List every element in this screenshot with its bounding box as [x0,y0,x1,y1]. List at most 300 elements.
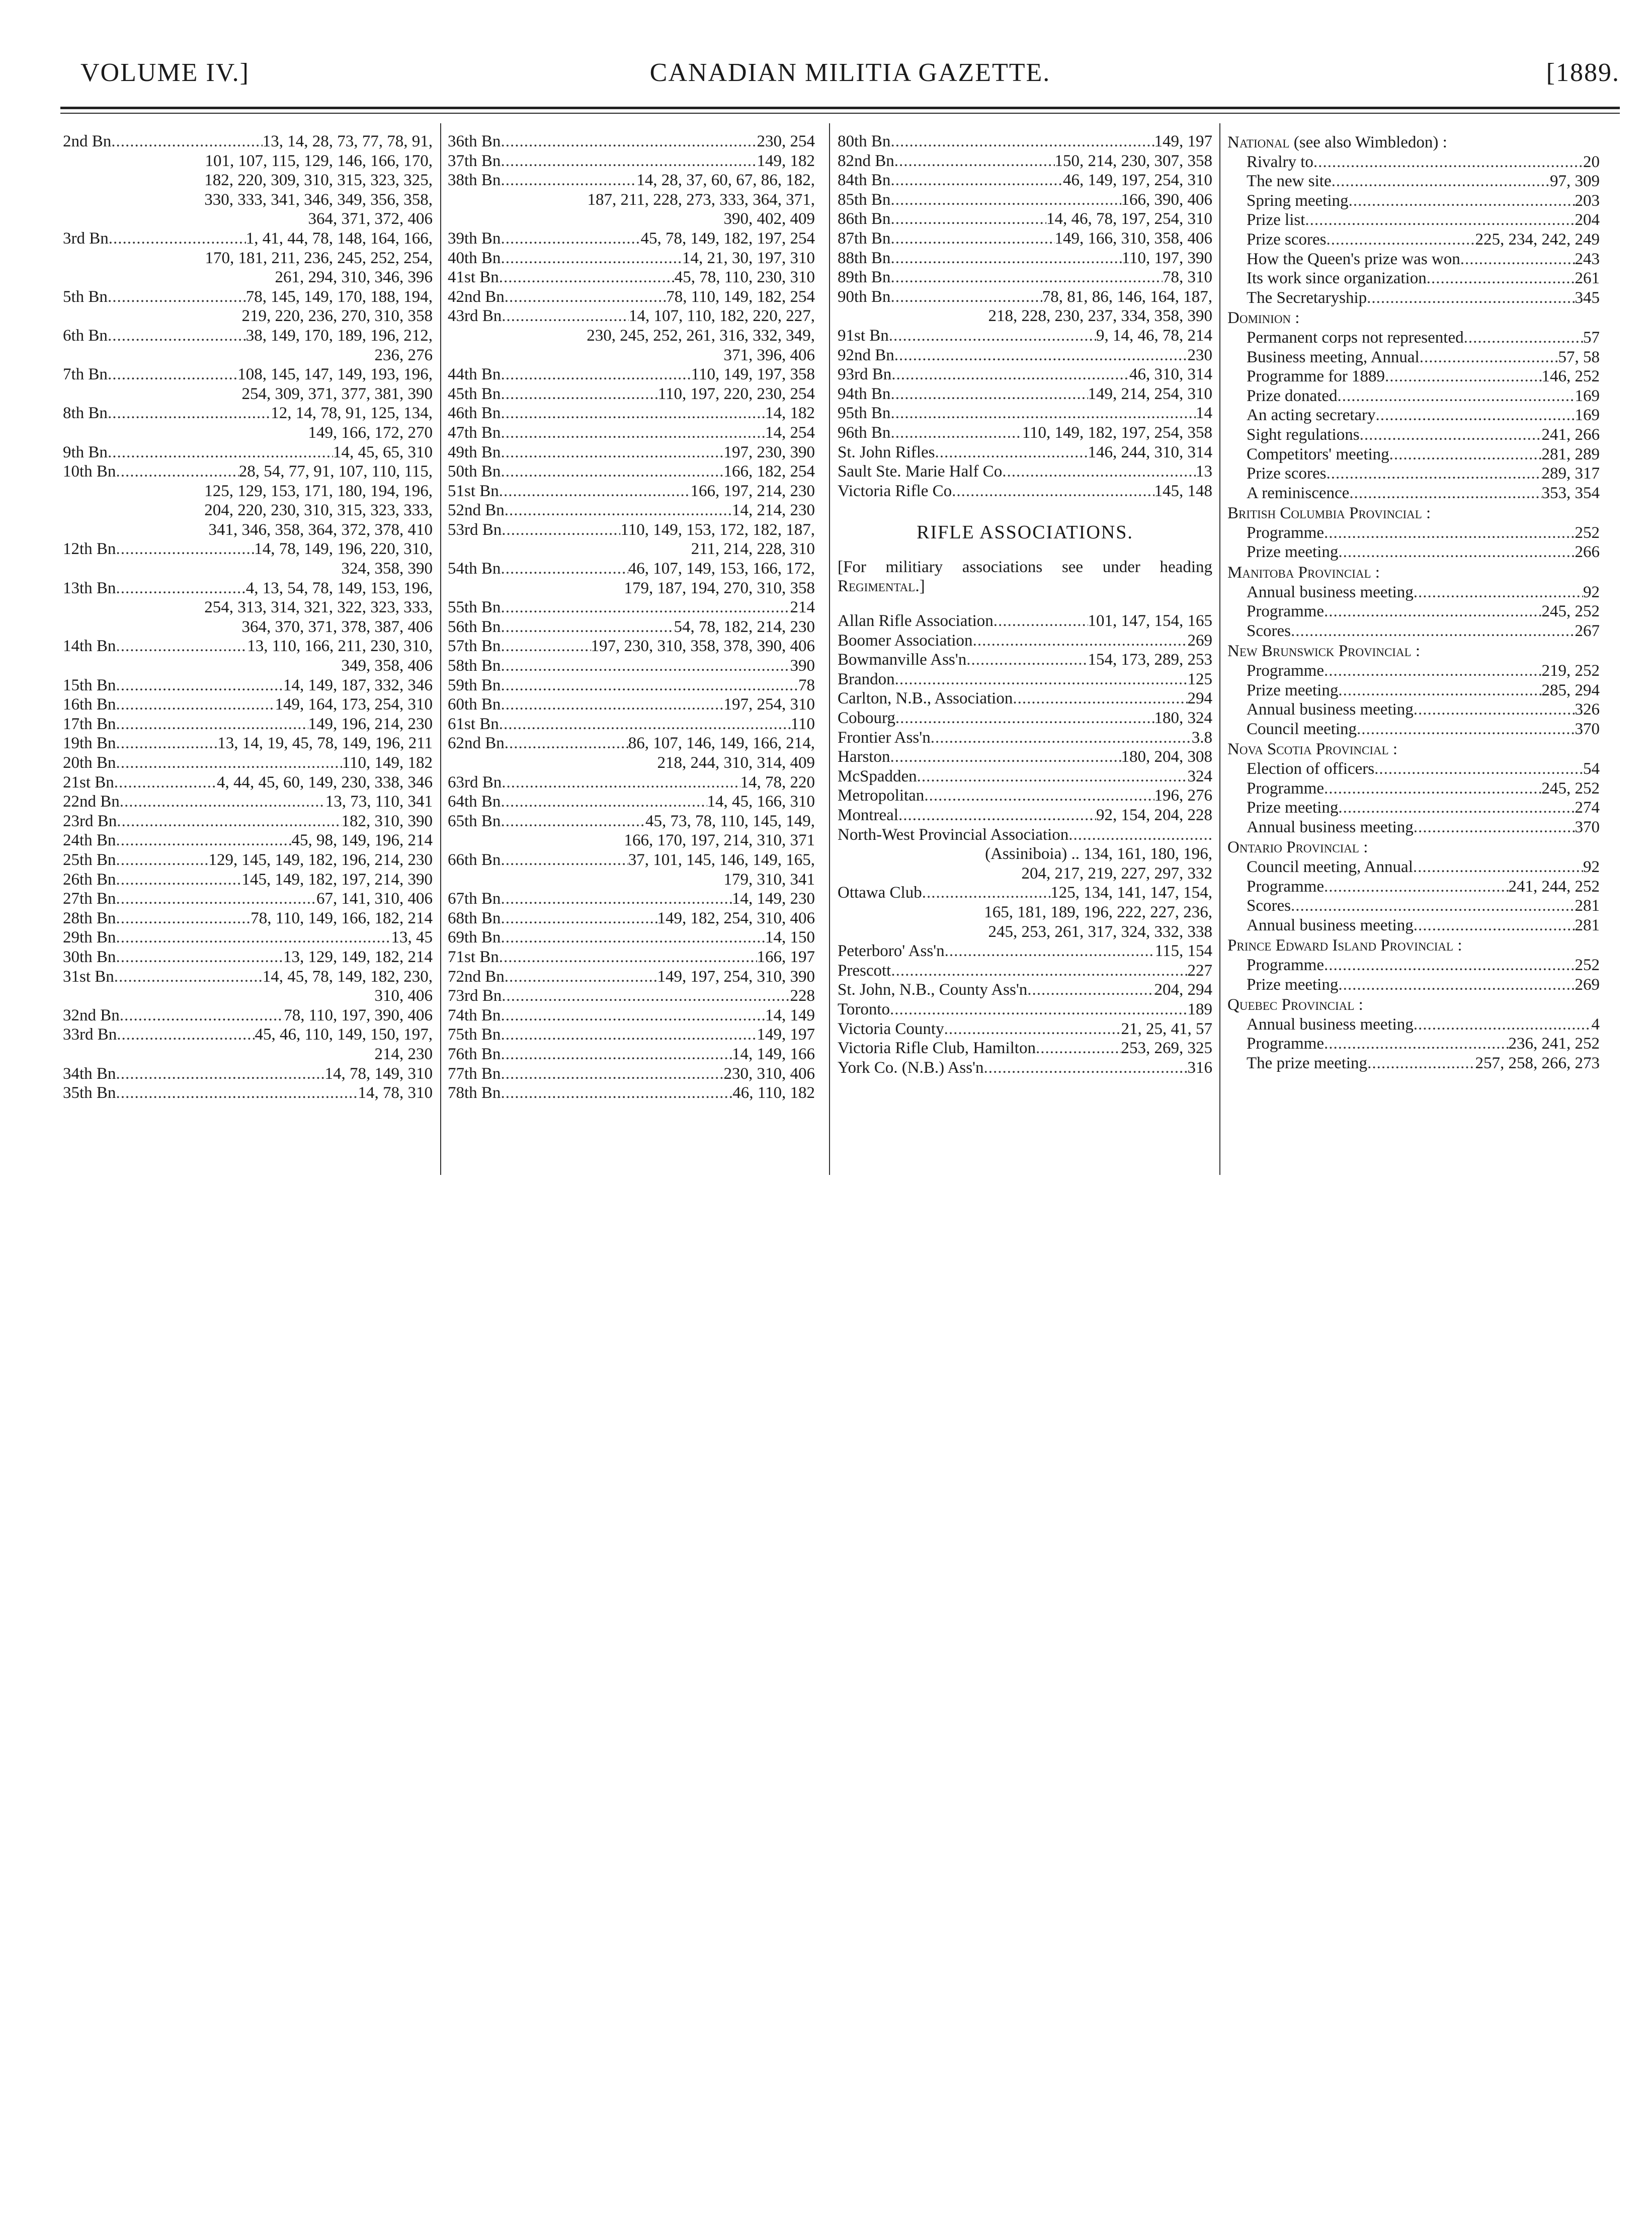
entry-pages: 57, 58 [1558,348,1600,366]
column-divider [829,123,830,1175]
entry-pages: 14, 45, 78, 149, 182, 230, [262,967,433,986]
entry-label: 12th Bn [63,540,116,559]
entry-line [448,792,815,812]
index-entry [448,443,815,462]
entry-pages: 78, 110, 149, 166, 182, 214 [251,909,433,927]
section-heading-text: Prince Edward Island Provincial : [1227,936,1462,955]
entry-label: 64th Bn [448,793,501,811]
entry-line [63,1006,433,1025]
index-entry [448,482,815,501]
entry-label: Scores [1247,621,1291,640]
entry-line [448,462,815,482]
index-entry [838,747,1212,767]
leader-dots [922,883,1051,903]
leader-dots [501,850,628,870]
leader-dots [116,1064,324,1084]
entry-line [838,384,1212,404]
entry-label: 31st Bn [63,967,114,986]
leader-dots [1338,681,1541,700]
entry-label: Brandon [838,670,895,688]
entry-line [1227,464,1600,484]
index-entry [63,539,433,578]
entry-line [1227,172,1600,191]
leader-dots [894,151,1055,171]
entry-pages: 78, 110, 149, 182, 254 [666,287,815,306]
index-entry [448,676,815,695]
index-entry [63,229,433,287]
entry-label: 46th Bn [448,404,501,423]
leader-dots [895,670,1188,689]
entry-pages: 9, 14, 46, 78, 214 [1096,326,1212,345]
entry-pages: 14, 107, 110, 182, 220, 227, [628,307,815,326]
entry-label: 65th Bn [448,812,501,830]
entry-line [838,1019,1212,1039]
entry-pages: 46, 110, 182 [732,1084,815,1102]
entry-label: Prescott [838,961,891,980]
leader-dots [890,132,1154,151]
index-entry [838,384,1212,404]
entry-line [838,365,1212,384]
entry-line [63,365,433,384]
entry-label: Programme [1247,956,1324,974]
entry-pages: 253, 269, 325 [1121,1039,1212,1058]
entry-label: Ottawa Club [838,884,922,902]
entry-label: 55th Bn [448,598,501,617]
leader-dots [1305,210,1575,230]
entry-pages: 20 [1583,152,1600,171]
entry-pages: 225, 234, 242, 249 [1475,230,1600,249]
entry-line [1227,857,1600,877]
index-entry [448,617,815,637]
entry-line [838,980,1212,1000]
entry-label: 67th Bn [448,890,501,908]
index-entry [838,631,1212,651]
entry-line [1227,230,1600,250]
entry-label: 57th Bn [448,637,501,656]
entry-pages: 146, 244, 310, 314 [1088,443,1212,461]
publication-title: CANADIAN MILITIA GAZETTE. [649,58,1051,87]
entry-line [838,151,1212,171]
leader-dots [1324,779,1542,799]
index-column-1 [63,132,433,1103]
leader-dots [890,1000,1187,1019]
entry-label: 8th Bn [63,404,108,423]
entry-pages: 274 [1575,799,1600,817]
entry-label: 36th Bn [448,132,501,150]
leader-dots [1324,602,1542,621]
entry-pages: 241, 244, 252 [1508,877,1600,896]
entry-pages: 267 [1575,621,1600,640]
entry-label: Programme [1247,602,1324,621]
entry-line [838,883,1212,903]
entry-label: 23rd Bn [63,812,117,830]
index-entry [838,883,1212,941]
entry-line [448,715,815,734]
leader-dots [108,287,246,307]
entry-pages: 78 [798,676,815,694]
leader-dots [890,287,1042,307]
entry-label: St. John Rifles [838,443,935,461]
index-entry [838,767,1212,786]
entry-line [838,326,1212,346]
entry-label: 61st Bn [448,715,499,733]
leader-dots [116,715,308,734]
leader-dots [501,928,765,947]
index-entry [448,812,815,850]
leader-dots [1414,916,1575,935]
leader-dots [1338,542,1575,562]
entry-pages: 228 [790,987,815,1005]
entry-pages: 289, 317 [1541,464,1600,483]
entry-pages: 78, 81, 86, 146, 164, 187, [1042,287,1212,306]
entry-line [448,501,815,520]
index-entry [448,1045,815,1064]
section-heading [1227,936,1600,956]
entry-label: McSpadden [838,767,917,785]
index-entry [63,695,433,715]
index-entry [448,889,815,909]
entry-label: 62nd Bn [448,734,505,753]
entry-pages: 197, 254, 310 [723,695,815,714]
entry-line [63,404,433,423]
index-entry [448,656,815,676]
entry-line [448,404,815,423]
entry-label: How the Queen's prize was won [1247,250,1460,268]
entry-line [1227,1034,1600,1054]
leader-dots [499,947,757,967]
entry-label: 33rd Bn [63,1025,117,1044]
entry-pages: 45, 73, 78, 110, 145, 149, [645,812,815,830]
index-entry [838,1039,1212,1058]
index-entry [63,1083,433,1103]
section-heading [1227,838,1600,857]
leader-dots [1414,1015,1592,1035]
entry-pages: 370 [1575,818,1600,836]
entry-pages: 54, 78, 182, 214, 230 [674,617,815,636]
leader-dots [894,346,1188,365]
index-entry [448,520,815,559]
entry-pages: 204, 294 [1154,981,1212,999]
index-entry [63,287,433,326]
entry-pages: 13, 129, 149, 182, 214 [283,947,433,966]
entry-label: 38th Bn [448,171,501,190]
index-entry [63,909,433,928]
leader-dots [116,539,254,559]
entry-label: Programme [1247,1035,1324,1053]
entry-label: 63rd Bn [448,773,502,792]
entry-label: 26th Bn [63,870,116,889]
entry-line [838,209,1212,229]
entry-line [448,306,815,326]
entry-line [448,1064,815,1084]
entry-pages: 149, 214, 254, 310 [1088,384,1212,403]
entry-line [63,831,433,850]
entry-label: Election of officers [1247,760,1375,778]
entry-label: 43rd Bn [448,307,502,326]
entry-pages: 390 [790,657,815,675]
entry-label: 86th Bn [838,210,891,228]
leader-dots [499,715,791,734]
leader-dots [898,806,1096,825]
entry-pages: 14, 78, 310 [358,1084,433,1102]
entry-pages: 14, 254 [765,423,815,442]
leader-dots [935,443,1088,462]
entry-pages: 145, 148 [1154,482,1212,500]
index-entry [448,306,815,365]
entry-label: Programme [1247,662,1324,680]
entry-label: 88th Bn [838,249,891,267]
leader-dots [1367,288,1575,308]
entry-label: Prize list [1247,211,1305,229]
leader-dots [501,792,707,812]
leader-dots [501,423,765,443]
leader-dots [116,947,283,967]
entry-pages: 316 [1187,1058,1212,1077]
leader-dots [116,753,342,773]
leader-dots [1427,269,1575,288]
entry-label: Carlton, N.B., Association [838,689,1013,708]
entry-pages: 236, 241, 252 [1508,1035,1600,1053]
entry-pages: 149, 197 [757,1025,815,1044]
entry-pages: 110, 149, 182, 197, 254, 358 [1022,423,1212,442]
entry-label: 9th Bn [63,443,108,461]
entry-label: 72nd Bn [448,967,505,986]
index-section [1227,936,1600,994]
index-entry [448,928,815,947]
entry-label: 80th Bn [838,132,891,150]
index-entry [448,171,815,229]
entry-line [1227,798,1600,818]
entry-label: Programme [1247,877,1324,896]
entry-label: 44th Bn [448,365,501,384]
entry-line [1227,210,1600,230]
entry-line [63,928,433,947]
leader-dots [501,151,757,171]
entry-label: 34th Bn [63,1064,116,1083]
entry-label: 27th Bn [63,890,116,908]
entry-line [448,249,815,268]
entry-line [448,637,815,656]
header-rule-thick [60,107,1620,109]
entry-label: 40th Bn [448,249,501,267]
entry-label: Prize meeting [1247,681,1339,699]
entry-pages: 14, 28, 37, 60, 67, 86, 182, [636,171,815,190]
leader-dots [891,961,1187,981]
entry-line [838,404,1212,423]
leader-dots [1367,1054,1475,1073]
index-entry [63,676,433,695]
leader-dots [890,190,1121,210]
section-heading [1227,995,1600,1015]
leader-dots [116,676,283,695]
leader-dots [1324,661,1542,681]
entry-pages: 14, 149, 230 [732,890,815,908]
entry-line [63,773,433,793]
entry-pages-continued: 179, 310, 341 [723,870,815,889]
entry-line [838,708,1212,728]
entry-line [63,792,433,812]
index-entry [63,753,433,773]
leader-dots [108,443,333,462]
entry-pages: 13, 73, 110, 341 [325,793,433,811]
index-entry [448,501,815,520]
entry-label: 16th Bn [63,695,116,714]
entry-label: 85th Bn [838,190,891,209]
entry-pages: 125 [1187,670,1212,688]
entry-label: 24th Bn [63,831,116,850]
index-column-2 [448,132,815,1103]
entry-label: Council meeting, Annual [1247,857,1413,876]
index-entry [838,462,1212,482]
entry-label: 84th Bn [838,171,891,190]
entry-line [448,734,815,753]
index-section [1227,308,1600,503]
entry-label: 96th Bn [838,423,891,442]
entry-line [1227,484,1600,503]
index-entry [838,229,1212,249]
entry-label: Its work since organization [1247,269,1427,288]
entry-label: Scores [1247,897,1291,915]
battalion-list-cont [838,132,1212,501]
entry-pages: 180, 204, 308 [1121,748,1212,766]
entry-line [838,462,1212,482]
entry-line [1227,1015,1600,1035]
leader-dots [1374,759,1583,779]
leader-dots [1464,328,1583,348]
leader-dots [1327,464,1542,484]
index-entry [838,1058,1212,1078]
leader-dots [501,637,591,656]
leader-dots [501,909,657,928]
leader-dots [890,209,1046,229]
entry-line [63,1083,433,1103]
leader-dots [116,462,238,482]
entry-pages: 197, 230, 390 [723,443,815,461]
entry-line [63,287,433,307]
entry-pages: 92 [1583,583,1600,601]
index-entry [838,708,1212,728]
entry-label: 30th Bn [63,947,116,966]
entry-line [1227,328,1600,348]
section-heading-text: Quebec Provincial : [1227,996,1363,1014]
entry-line [448,986,815,1006]
entry-pages-continued: 179, 187, 194, 270, 310, 358 [624,579,815,597]
leader-dots [501,404,765,423]
section-heading [1227,740,1600,759]
entry-line [63,579,433,598]
entry-pages: 45, 98, 149, 196, 214 [291,831,433,850]
entry-label: 32nd Bn [63,1006,120,1024]
entry-line [63,850,433,870]
leader-dots [501,462,723,482]
leader-dots [116,889,316,909]
entry-pages: 13, 14, 28, 73, 77, 78, 91, [262,132,433,150]
entry-label: 87th Bn [838,229,891,248]
entry-pages: 281 [1575,897,1600,915]
entry-pages-continued: 364, 370, 371, 378, 387, 406 [241,617,433,636]
entry-pages: 37, 101, 145, 146, 149, 165, [628,850,815,869]
entry-line [1227,348,1600,367]
section-heading [1227,563,1600,583]
entry-pages: 169 [1575,406,1600,425]
index-entry [838,806,1212,825]
entry-label: Annual business meeting [1247,700,1414,719]
entry-pages: 3.8 [1191,728,1212,747]
entry-pages: 4 [1591,1015,1600,1034]
entry-label: 93rd Bn [838,365,892,384]
index-entry [838,650,1212,670]
entry-pages: 166, 197, 214, 230 [690,482,815,500]
index-section [1227,995,1600,1073]
leader-dots [502,773,740,793]
leader-dots [945,941,1155,961]
leader-dots [501,617,674,637]
index-entry [448,695,815,715]
entry-label: Business meeting, Annual [1247,348,1420,366]
entry-label: 94th Bn [838,384,891,403]
entry-pages: 54 [1583,760,1600,778]
leader-dots [994,611,1088,631]
entry-pages-continued: 236, 276 [374,346,433,364]
entry-label: 15th Bn [63,676,116,694]
entry-line [1227,700,1600,720]
entry-line [63,132,433,151]
entry-label: 5th Bn [63,287,108,306]
index-entry [838,728,1212,748]
entry-label: 75th Bn [448,1025,501,1044]
entry-label: Metropolitan [838,786,925,805]
leader-dots [890,249,1121,268]
leader-dots [1349,191,1575,211]
entry-label: Sight regulations [1247,425,1360,444]
cross-reference-note: [For militiary associations see under heading Regimental.] [838,558,1212,596]
entry-label: 10th Bn [63,462,116,481]
index-entry [448,287,815,307]
entry-line [63,229,433,249]
entry-line [1227,779,1600,799]
entry-pages: 14, 149, 166 [732,1045,815,1063]
entry-line [63,637,433,656]
entry-label: 59th Bn [448,676,501,694]
index-entry [448,715,815,734]
entry-label: Prize meeting [1247,799,1339,817]
leader-dots [501,1083,732,1103]
leader-dots [116,831,291,850]
leader-dots [1338,798,1575,818]
entry-label: 37th Bn [448,151,501,170]
section-heading-text: British Columbia Provincial : [1227,504,1431,523]
leader-dots [1291,896,1575,916]
entry-label: Prize scores [1247,230,1327,249]
entry-pages: 370 [1575,720,1600,738]
entry-label: 41st Bn [448,268,499,287]
index-entry [838,287,1212,326]
entry-pages-continued: 390, 402, 409 [723,210,815,228]
entry-label: North-West Provincial Association [838,825,1069,844]
entry-label: 78th Bn [448,1084,501,1102]
entry-line [63,753,433,773]
entry-pages: 13, 14, 19, 45, 78, 149, 196, 211 [217,734,433,753]
leader-dots [501,1025,757,1045]
entry-line [838,346,1212,365]
index-entry [448,734,815,772]
entry-pages: 46, 149, 197, 254, 310 [1063,171,1212,190]
entry-label: Rivalry to [1247,152,1313,171]
entry-line [448,947,815,967]
entry-pages: 14, 78, 149, 310 [324,1064,433,1083]
entry-label: 3rd Bn [63,229,109,248]
entry-label: 35th Bn [63,1084,116,1102]
